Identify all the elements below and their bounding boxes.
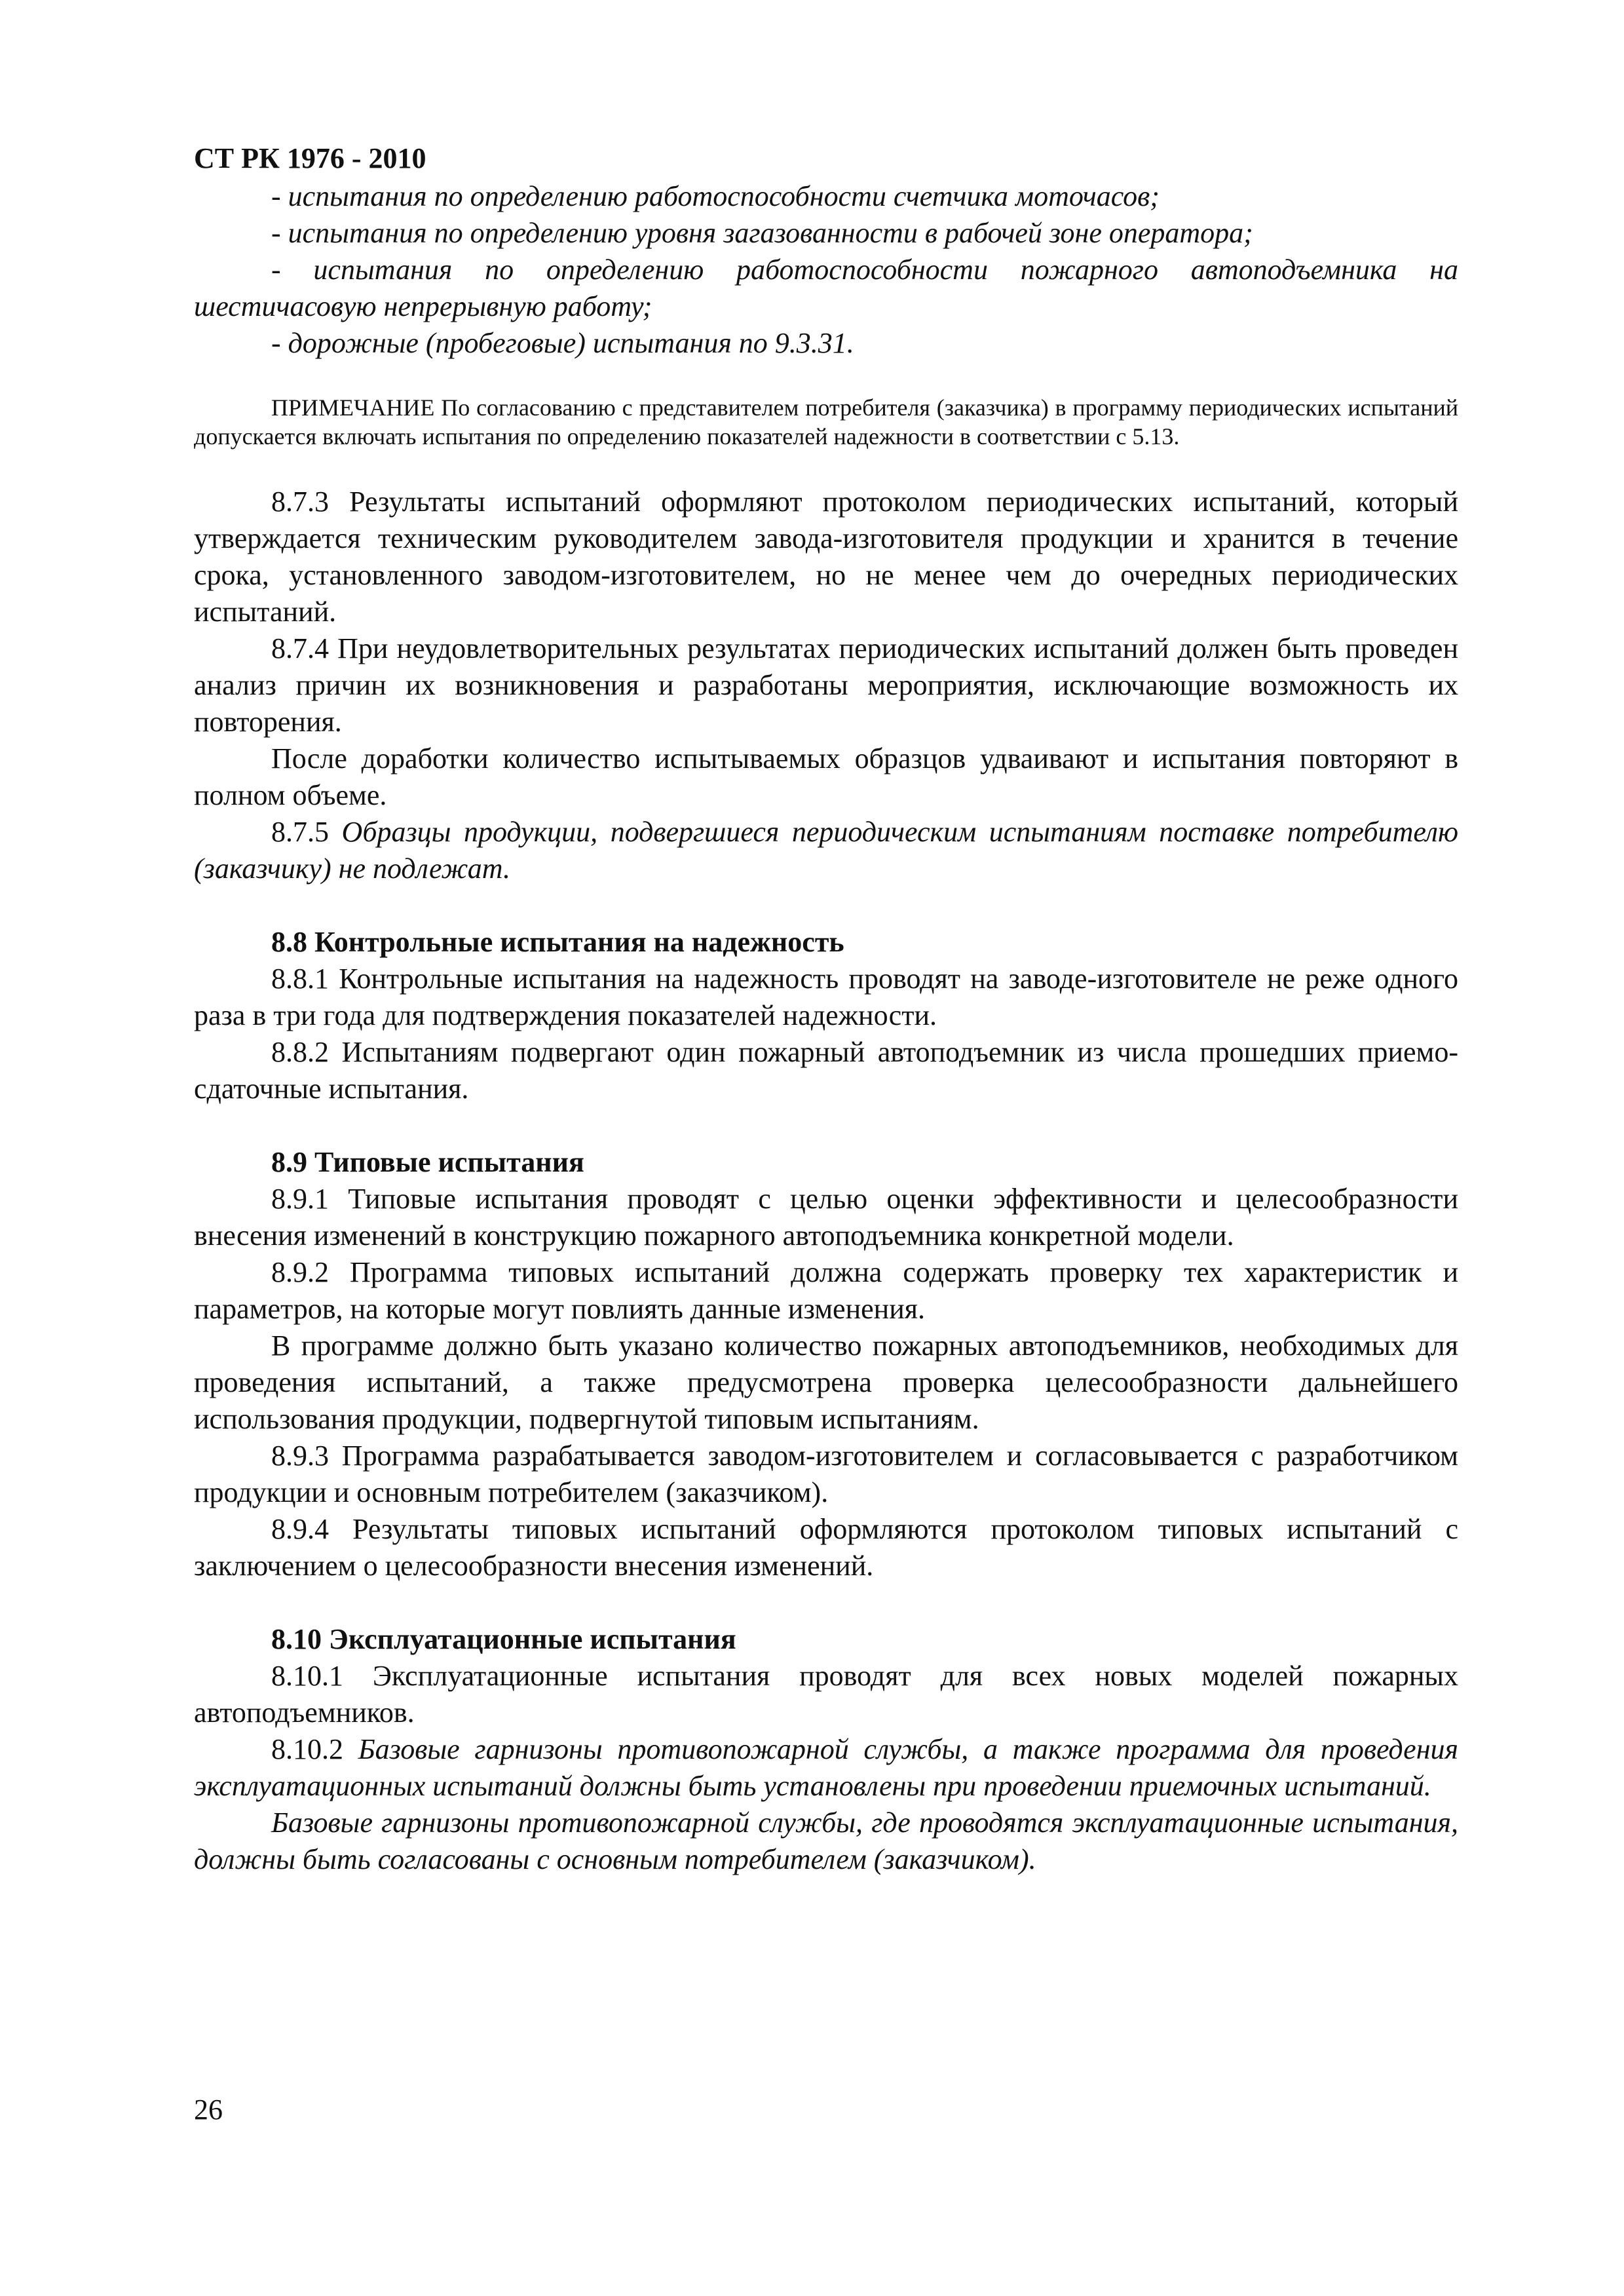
- section-title-8-10: 8.10 Эксплуатационные испытания: [271, 1623, 736, 1655]
- paragraph-8-8-1: 8.8.1 Контрольные испытания на надежность проводят на заводе-изготовителе не реже одного раза в три года для подтверждения показателей надежности.: [194, 963, 1458, 1031]
- note-text: По согласованию с представителем потребителя (заказчика) в программу периодических испытаний допускается включать испытания по определению показателей надежности в соответствии с 5.13.: [194, 394, 1458, 450]
- list-item: - дорожные (пробеговые) испытания по 9.3.31.: [271, 327, 854, 359]
- paragraph-8-8-2: 8.8.2 Испытаниям подвергают один пожарный автоподъемник из числа прошедших приемо-сдаточные испытания.: [194, 1036, 1458, 1105]
- section-title-8-8: 8.8 Контрольные испытания на надежность: [271, 926, 844, 958]
- paragraph-8-7-4-cont: После доработки количество испытываемых образцов удваивают и испытания повторяют в полном объеме.: [194, 742, 1458, 811]
- paragraph-8-10-1: 8.10.1 Эксплуатационные испытания проводят для всех новых моделей пожарных автоподъемников.: [194, 1660, 1458, 1729]
- clause-text: Базовые гарнизоны противопожарной службы, а также программа для проведения эксплуатационных испытаний должны быть установлены при проведении приемочных испытаний.: [194, 1733, 1458, 1802]
- paragraph-8-10-2-cont: Базовые гарнизоны противопожарной службы, где проводятся эксплуатационные испытания, должны быть согласованы с основным потребителем (заказчиком).: [194, 1807, 1458, 1875]
- list-item: - испытания по определению уровня загазованности в рабочей зоне оператора;: [271, 217, 1253, 249]
- list-item: - испытания по определению работоспособности счетчика моточасов;: [271, 180, 1160, 212]
- note-block: [194, 393, 1458, 451]
- list-item: - испытания по определению работоспособности пожарного автоподъемника на шестичасовую непрерывную работу;: [194, 254, 1458, 322]
- paragraph-8-7-3: 8.7.3 Результаты испытаний оформляют протоколом периодических испытаний, который утверждается техническим руководителем завода-изготовителя продукции и хранится в течение срока, установленного заводом-изготовителем, но не менее чем до очередных периодических испытаний.: [194, 486, 1458, 628]
- paragraph-8-9-4: 8.9.4 Результаты типовых испытаний оформляются протоколом типовых испытаний с заключением о целесообразности внесения изменений.: [194, 1513, 1458, 1582]
- paragraph-8-10-2: [194, 1731, 1458, 1805]
- section-title-8-9: 8.9 Типовые испытания: [271, 1146, 584, 1178]
- paragraph-8-7-5: [194, 814, 1458, 887]
- page-number: 26: [194, 2094, 223, 2126]
- document-header: СТ РК 1976 - 2010: [194, 142, 426, 174]
- clause-number: 8.10.2: [271, 1733, 358, 1765]
- paragraph-8-9-3: 8.9.3 Программа разрабатывается заводом-изготовителем и согласовывается с разработчиком продукции и основным потребителем (заказчиком).: [194, 1440, 1458, 1508]
- note-label: ПРИМЕЧАНИЕ: [271, 394, 435, 421]
- paragraph-8-7-4: 8.7.4 При неудовлетворительных результатах периодических испытаний должен быть проведен анализ причин их возникновения и разработаны мероприятия, исключающие возможность их повторения.: [194, 632, 1458, 738]
- paragraph-8-9-1: 8.9.1 Типовые испытания проводят с целью оценки эффективности и целесообразности внесения изменений в конструкцию пожарного автоподъемника конкретной модели.: [194, 1183, 1458, 1252]
- paragraph-8-9-2-cont: В программе должно быть указано количество пожарных автоподъемников, необходимых для проведения испытаний, а также предусмотрена проверка целесообразности дальнейшего использования продукции, подвергнутой типовым испытаниям.: [194, 1330, 1458, 1435]
- paragraph-8-9-2: 8.9.2 Программа типовых испытаний должна содержать проверку тех характеристик и параметров, на которые могут повлиять данные изменения.: [194, 1256, 1458, 1325]
- clause-text: Образцы продукции, подвергшиеся периодическим испытаниям поставке потребителю (заказчику) не подлежат.: [194, 816, 1459, 885]
- clause-number: 8.7.5: [271, 816, 342, 848]
- document-page: [194, 140, 1458, 1878]
